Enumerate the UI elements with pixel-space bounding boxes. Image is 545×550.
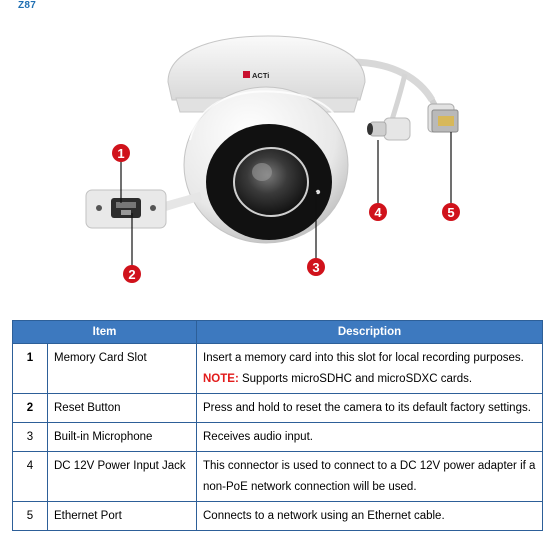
callout-5 (442, 203, 460, 221)
row-number: 4 (13, 452, 48, 502)
description-text: Insert a memory card into this slot for local recording purposes. (203, 352, 524, 364)
svg-text:2: 2 (128, 267, 136, 282)
note-label: NOTE: (203, 373, 239, 385)
svg-text:5: 5 (447, 205, 455, 220)
camera-body (168, 36, 365, 243)
row-description: Receives audio input. (197, 423, 543, 452)
callout-3 (307, 258, 325, 276)
row-description: Press and hold to reset the camera to its default factory settings. (197, 394, 543, 423)
row-item: Reset Button (48, 394, 197, 423)
row-item: Built-in Microphone (48, 423, 197, 452)
callout-4 (369, 203, 387, 221)
component-table (12, 320, 543, 531)
ethernet-port (428, 104, 458, 132)
table-header-row (13, 321, 543, 344)
table-row (13, 452, 543, 502)
row-number: 2 (13, 394, 48, 423)
row-description: Connects to a network using an Ethernet cable. (197, 502, 543, 531)
table-row (13, 394, 543, 423)
row-description: This connector is used to connect to a DC 12V power adapter if a non-PoE network connection will be used. (197, 452, 543, 502)
table-row (13, 344, 543, 394)
svg-text:4: 4 (374, 205, 382, 220)
row-number: 3 (13, 423, 48, 452)
table-row (13, 423, 543, 452)
svg-text:1: 1 (117, 146, 125, 161)
row-item: Ethernet Port (48, 502, 197, 531)
row-description (197, 344, 543, 394)
header-item: Item (13, 321, 197, 344)
header-description: Description (197, 321, 543, 344)
description-note (203, 369, 536, 390)
side-panel-view (86, 190, 202, 228)
row-number: 1 (13, 344, 48, 394)
callout-1 (112, 144, 130, 162)
svg-text:ACTi: ACTi (252, 71, 270, 80)
dc-power-jack (367, 118, 410, 140)
model-label: Z87 (18, 0, 37, 11)
note-text: Supports microSDHC and microSDXC cards. (238, 373, 473, 385)
row-number: 5 (13, 502, 48, 531)
table-row (13, 502, 543, 531)
svg-text:3: 3 (312, 260, 320, 275)
callout-2 (123, 265, 141, 283)
row-item: DC 12V Power Input Jack (48, 452, 197, 502)
row-item: Memory Card Slot (48, 344, 197, 394)
